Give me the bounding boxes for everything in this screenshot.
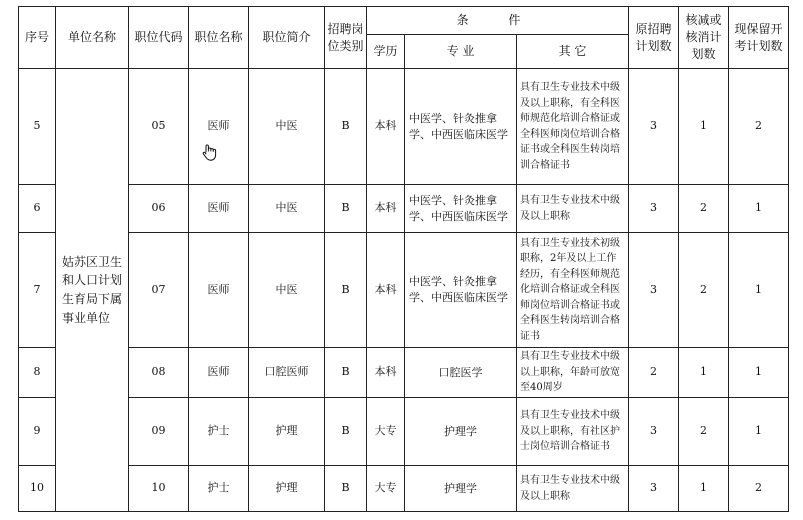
cell-seq: 5	[19, 69, 56, 185]
cell-code: 08	[129, 348, 189, 398]
cell-major: 护理学	[405, 466, 517, 512]
cell-code: 07	[129, 233, 189, 348]
table-row	[19, 233, 789, 348]
cell-other: 具有卫生专业技术中级以上职称，年龄可放宽至40周岁	[517, 348, 629, 398]
header-seq: 序号	[19, 7, 56, 69]
cell-category: B	[325, 69, 367, 185]
cell-reduced: 1	[679, 348, 729, 398]
header-major: 专 业	[405, 35, 517, 69]
table-row	[19, 466, 789, 512]
cell-code: 10	[129, 466, 189, 512]
header-category: 招聘岗位类别	[325, 7, 367, 69]
cell-education: 大专	[367, 398, 405, 466]
cell-education: 本科	[367, 348, 405, 398]
table-row	[19, 348, 789, 398]
cell-category: B	[325, 348, 367, 398]
cell-orig: 3	[629, 398, 679, 466]
recruitment-table	[18, 6, 789, 512]
cell-brief: 护理	[249, 466, 325, 512]
cell-other: 具有卫生专业技术中级及以上职称，有全科医师规范化培训合格证或全科医师岗位培训合格证书或全科医生转岗培训合格证书	[517, 69, 629, 185]
cell-major: 护理学	[405, 398, 517, 466]
cell-brief: 口腔医师	[249, 348, 325, 398]
cell-other: 具有卫生专业技术初级职称，2年及以上工作经历，有全科医师规范化培训合格证或全科医师岗位培训合格证书或全科医生转岗培训合格证书	[517, 233, 629, 348]
cell-seq: 9	[19, 398, 56, 466]
cell-name: 护士	[189, 466, 249, 512]
cell-code: 06	[129, 185, 189, 233]
cell-brief: 中医	[249, 185, 325, 233]
cell-orig: 3	[629, 466, 679, 512]
hand-pointer-icon	[200, 143, 220, 163]
cell-kept: 1	[729, 398, 789, 466]
cell-reduced: 1	[679, 466, 729, 512]
cell-seq: 6	[19, 185, 56, 233]
cell-other: 具有卫生专业技术中级及以上职称	[517, 185, 629, 233]
cell-education: 本科	[367, 69, 405, 185]
cell-brief: 中医	[249, 233, 325, 348]
cell-category: B	[325, 233, 367, 348]
cell-education: 本科	[367, 233, 405, 348]
cell-education: 本科	[367, 185, 405, 233]
cell-name: 医师	[189, 233, 249, 348]
cell-kept: 1	[729, 348, 789, 398]
cell-name: 医师	[189, 185, 249, 233]
header-other: 其 它	[517, 35, 629, 69]
cell-major: 中医学、针灸推拿学、中西医临床医学	[405, 233, 517, 348]
header-kept-plan: 现保留开考计划数	[729, 7, 789, 69]
cell-name: 医师	[189, 348, 249, 398]
table-row	[19, 185, 789, 233]
cell-orig: 3	[629, 233, 679, 348]
header-orig-plan: 原招聘计划数	[629, 7, 679, 69]
cell-category: B	[325, 398, 367, 466]
cell-unit-name: 姑苏区卫生和人口计划生育局下属事业单位	[56, 69, 129, 512]
header-post-name: 职位名称	[189, 7, 249, 69]
cell-kept: 2	[729, 69, 789, 185]
cell-orig: 2	[629, 348, 679, 398]
cell-seq: 10	[19, 466, 56, 512]
cell-major: 中医学、针灸推拿学、中西医临床医学	[405, 69, 517, 185]
cell-reduced: 1	[679, 69, 729, 185]
cell-kept: 1	[729, 233, 789, 348]
cell-code: 09	[129, 398, 189, 466]
table-row	[19, 69, 789, 185]
cell-kept: 1	[729, 185, 789, 233]
cell-other: 具有卫生专业技术中级及以上职称，有社区护士岗位培训合格证书	[517, 398, 629, 466]
cell-education: 大专	[367, 466, 405, 512]
cell-seq: 7	[19, 233, 56, 348]
cell-name: 医师	[189, 69, 249, 185]
cell-reduced: 2	[679, 233, 729, 348]
header-post-code: 职位代码	[129, 7, 189, 69]
cell-orig: 3	[629, 185, 679, 233]
cell-brief: 护理	[249, 398, 325, 466]
cell-other: 具有卫生专业技术中级及以上职称	[517, 466, 629, 512]
cell-kept: 2	[729, 466, 789, 512]
header-unit: 单位名称	[56, 7, 129, 69]
cell-major: 口腔医学	[405, 348, 517, 398]
cell-orig: 3	[629, 69, 679, 185]
cell-code: 05	[129, 69, 189, 185]
header-reduced-plan: 核减或核消计划数	[679, 7, 729, 69]
table-row	[19, 398, 789, 466]
cell-category: B	[325, 466, 367, 512]
cell-reduced: 2	[679, 398, 729, 466]
cell-reduced: 2	[679, 185, 729, 233]
cell-name: 护士	[189, 398, 249, 466]
header-post-brief: 职位简介	[249, 7, 325, 69]
cell-brief: 中医	[249, 69, 325, 185]
header-education: 学历	[367, 35, 405, 69]
cell-seq: 8	[19, 348, 56, 398]
cell-major: 中医学、针灸推拿学、中西医临床医学	[405, 185, 517, 233]
header-conditions: 条 件	[367, 7, 629, 35]
cell-category: B	[325, 185, 367, 233]
